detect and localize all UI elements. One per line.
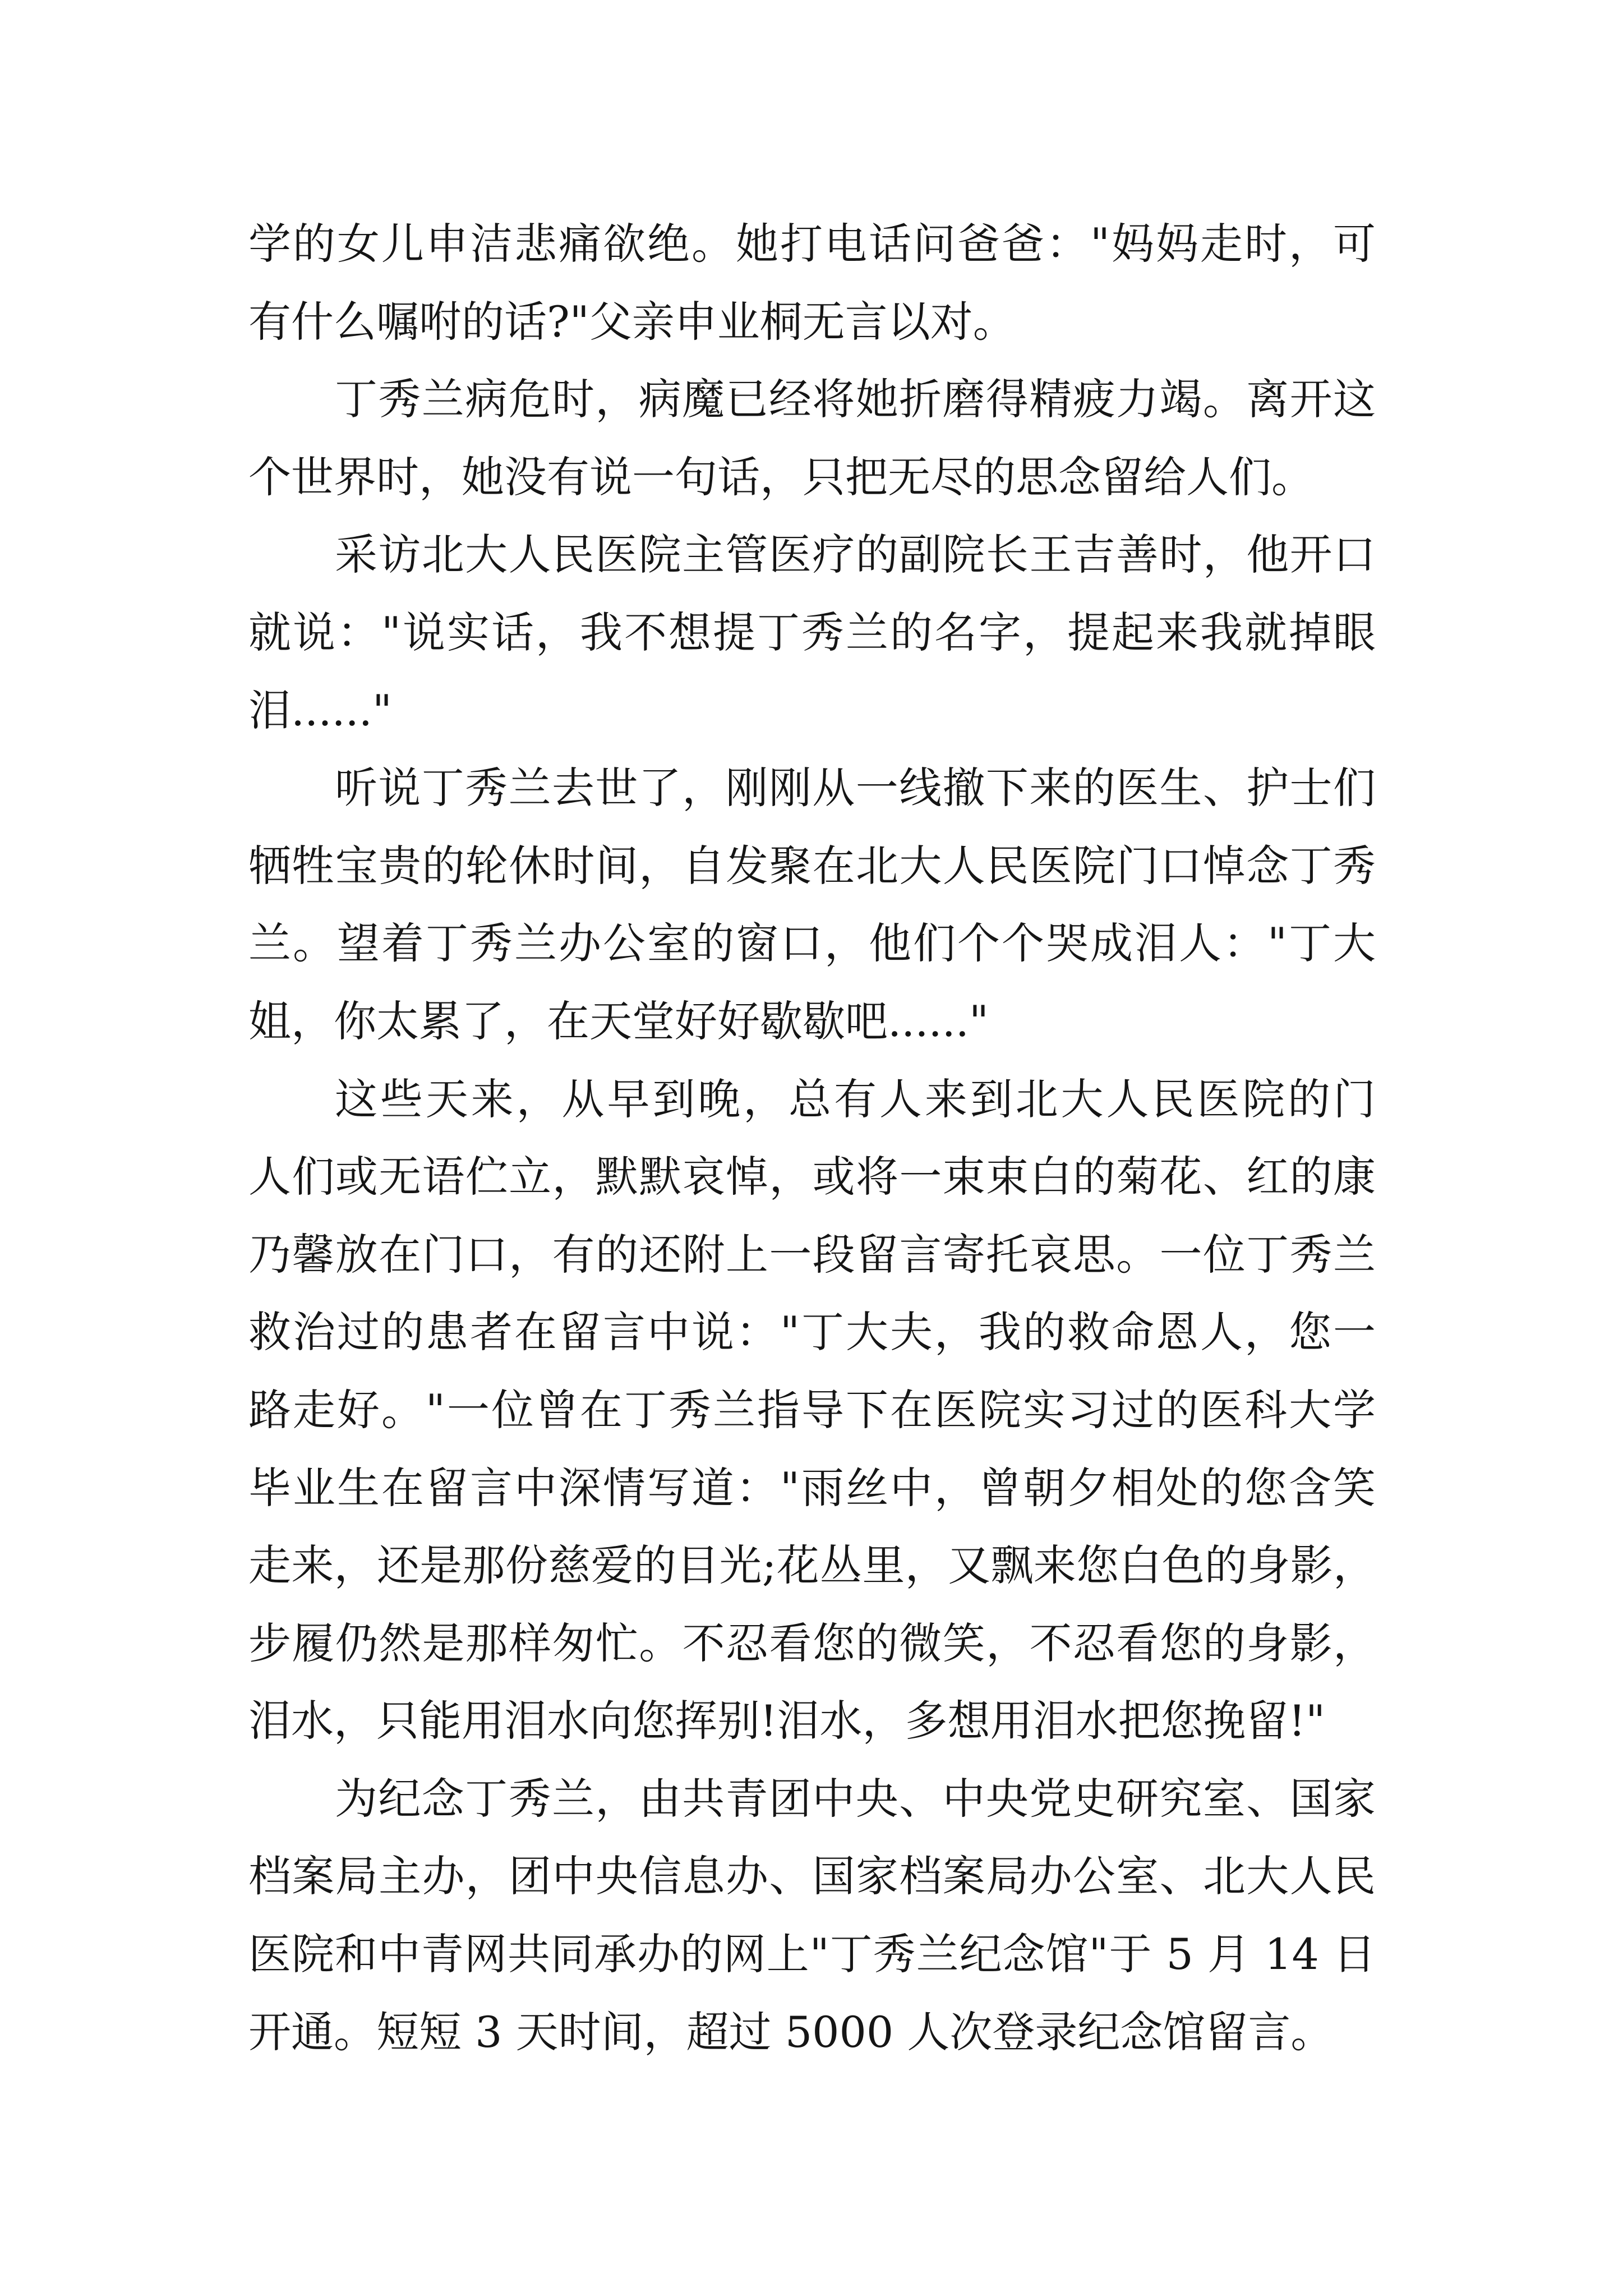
text-line: 人们或无语伫立，默默哀悼，或将一束束白的菊花、红的康 — [248, 1152, 1376, 1202]
paragraph — [248, 205, 1376, 361]
paragraph — [248, 1061, 1376, 1760]
paragraph — [248, 361, 1376, 516]
text-line: 泪水，只能用泪水向您挥别!泪水，多想用泪水把您挽留!" — [248, 1696, 1326, 1746]
text-line: 档案局主办，团中央信息办、国家档案局办公室、北大人民 — [248, 1851, 1376, 1902]
text-line: 路走好。"一位曾在丁秀兰指导下在医院实习过的医科大学 — [248, 1384, 1376, 1435]
text-line: 有什么嘱咐的话?"父亲申业桐无言以对。 — [248, 296, 1016, 347]
paragraph — [248, 1760, 1376, 2071]
text-line: 听说丁秀兰去世了，刚刚从一线撤下来的医生、护士们 — [335, 763, 1376, 813]
text-line: 医院和中青网共同承办的网上"丁秀兰纪念馆"于 5 月 14 日 — [248, 1929, 1376, 1980]
text-line: 泪......" — [248, 685, 392, 735]
paragraph — [248, 749, 1376, 1060]
text-line: 学的女儿申洁悲痛欲绝。她打电话问爸爸："妈妈走时，可 — [248, 219, 1376, 269]
text-line: 个世界时，她没有说一句话，只把无尽的思念留给人们。 — [248, 452, 1314, 502]
text-line: 就说："说实话，我不想提丁秀兰的名字，提起来我就掉眼 — [248, 607, 1376, 657]
text-line: 兰。望着丁秀兰办公室的窗口，他们个个哭成泪人："丁大 — [248, 918, 1376, 969]
text-line: 姐，你太累了，在天堂好好歇歇吧......" — [248, 996, 989, 1046]
text-line: 走来，还是那份慈爱的目光;花丛里，又飘来您白色的身影， — [248, 1540, 1376, 1591]
text-line: 牺牲宝贵的轮休时间，自发聚在北大人民医院门口悼念丁秀 — [248, 840, 1376, 891]
paragraph — [248, 516, 1376, 749]
text-line: 乃馨放在门口，有的还附上一段留言寄托哀思。一位丁秀兰 — [248, 1229, 1376, 1280]
text-line: 开通。短短 3 天时间，超过 5000 人次登录纪念馆留言。 — [248, 2007, 1334, 2057]
text-line: 采访北大人民医院主管医疗的副院长王吉善时，他开口 — [335, 530, 1376, 580]
text-line: 这些天来，从早到晚，总有人来到北大人民医院的门 — [335, 1074, 1376, 1124]
text-line: 救治过的患者在留言中说："丁大夫，我的救命恩人，您一 — [248, 1307, 1376, 1358]
text-line: 丁秀兰病危时，病魔已经将她折磨得精疲力竭。离开这 — [335, 374, 1376, 425]
body-text — [248, 205, 1376, 2071]
text-line: 毕业生在留言中深情写道："雨丝中，曾朝夕相处的您含笑 — [248, 1462, 1376, 1513]
text-line: 步履仍然是那样匆忙。不忍看您的微笑，不忍看您的身影， — [248, 1618, 1376, 1668]
text-line: 为纪念丁秀兰，由共青团中央、中央党史研究室、国家 — [335, 1773, 1376, 1824]
